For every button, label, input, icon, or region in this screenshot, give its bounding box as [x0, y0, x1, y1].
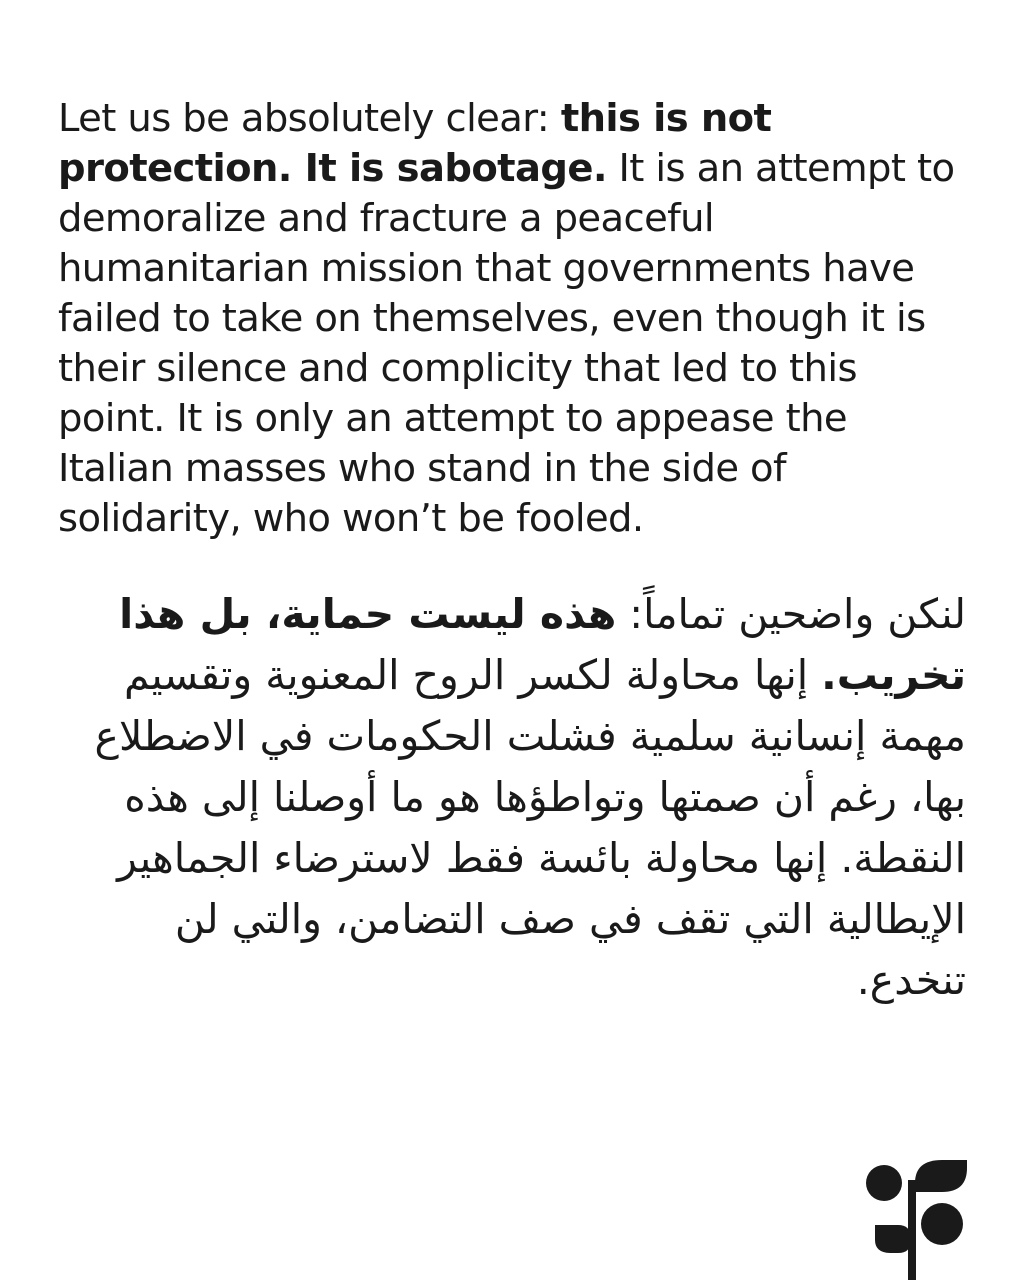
- english-body: It is an attempt to demoralize and fracture a peaceful humanitarian mission that governments have failed to take on themselves, even though it is their silence and complicity that led to this point. It is only an attempt to appease the Italian masses who stand in the side of solidarity, who won’t be fooled.: [58, 146, 955, 541]
- english-intro: Let us be absolutely clear:: [58, 96, 561, 141]
- tree-leaf-logo-icon: [862, 1150, 972, 1280]
- english-bold-statement: this is not protection. It is sabotage.: [58, 96, 772, 191]
- arabic-bold-statement: هذه ليست حماية، بل هذا تخريب.: [119, 590, 966, 699]
- arabic-statement: [61, 584, 966, 1011]
- english-statement: [58, 94, 973, 544]
- arabic-intro: لنكن واضحين تماماً:: [616, 590, 966, 638]
- arabic-body: إنها محاولة لكسر الروح المعنوية وتقسيم مهمة إنسانية سلمية فشلت الحكومات في الاضطلاع بها، رغم أن صمتها وتواطؤها هو ما أوصلنا إلى هذه النقطة. إنها محاولة بائسة فقط لاسترضاء الجماهير الإيطالية التي تقف في صف التضامن، والتي لن تنخدع.: [94, 651, 966, 1004]
